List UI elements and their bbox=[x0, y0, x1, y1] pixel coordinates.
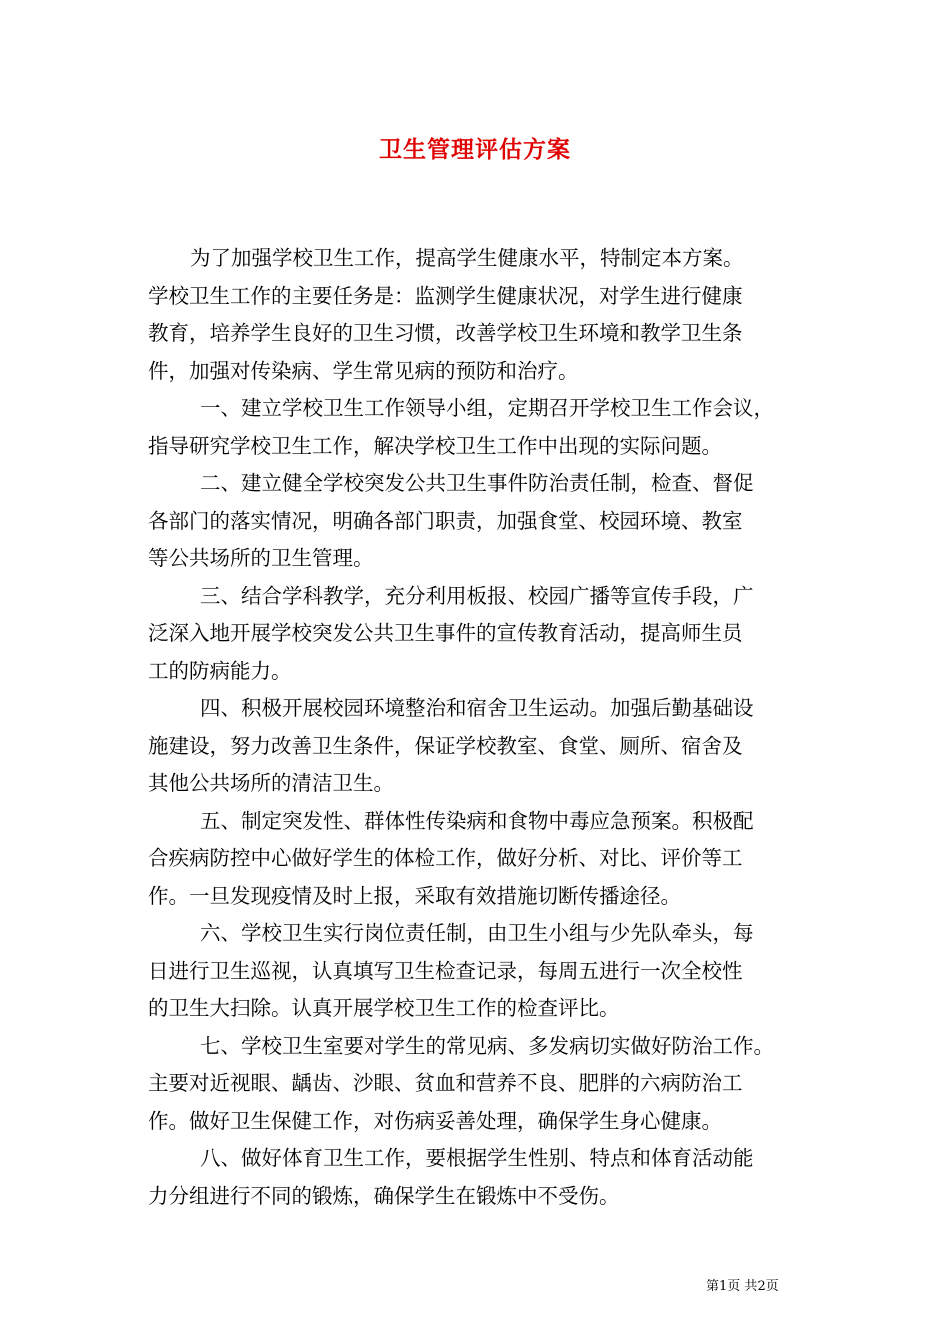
paragraph-line: 泛深入地开展学校突发公共卫生事件的宣传教育活动，提高师生员 bbox=[148, 621, 743, 645]
paragraph-line: 为了加强学校卫生工作，提高学生健康水平，特制定本方案。 bbox=[190, 246, 744, 270]
paragraph-line: 一、建立学校卫生工作领导小组，定期召开学校卫生工作会议， bbox=[200, 396, 774, 420]
paragraph-line: 学校卫生工作的主要任务是：监测学生健康状况，对学生进行健康 bbox=[148, 283, 743, 308]
page-mid: 页 共 bbox=[727, 1279, 758, 1294]
paragraph-line: 七、学校卫生室要对学生的常见病、多发病切实做好防治工作。 bbox=[200, 1033, 774, 1058]
paragraph-line: 的卫生大扫除。认真开展学校卫生工作的检查评比。 bbox=[148, 996, 620, 1020]
document-title: 卫生管理评估方案 bbox=[379, 136, 571, 163]
paragraph-line: 四、积极开展校园环境整治和宿舍卫生运动。加强后勤基础设 bbox=[200, 696, 754, 720]
paragraph-line: 各部门的落实情况，明确各部门职责，加强食堂、校园环境、教室 bbox=[148, 508, 743, 533]
paragraph-line: 二、建立健全学校突发公共卫生事件防治责任制，检查、督促 bbox=[200, 471, 754, 495]
paragraph-line: 作。做好卫生保健工作，对伤病妥善处理，确保学生身心健康。 bbox=[148, 1108, 722, 1133]
paragraph-line: 八、做好体育卫生工作，要根据学生性别、特点和体育活动能 bbox=[200, 1146, 754, 1170]
page-total: 2 bbox=[757, 1279, 766, 1294]
paragraph-line: 主要对近视眼、龋齿、沙眼、贫血和营养不良、肥胖的六病防治工 bbox=[148, 1071, 743, 1095]
paragraph-line: 力分组进行不同的锻炼，确保学生在锻炼中不受伤。 bbox=[148, 1183, 620, 1208]
page-prefix: 第 bbox=[706, 1279, 720, 1294]
paragraph-line: 合疾病防控中心做好学生的体检工作，做好分析、对比、评价等工 bbox=[148, 846, 743, 870]
paragraph-line: 六、学校卫生实行岗位责任制，由卫生小组与少先队牵头，每 bbox=[200, 921, 754, 945]
paragraph-line: 其他公共场所的清洁卫生。 bbox=[148, 771, 394, 795]
page-suffix: 页 bbox=[765, 1279, 779, 1294]
paragraph-line: 工的防病能力。 bbox=[148, 658, 292, 683]
paragraph-line: 件，加强对传染病、学生常见病的预防和治疗。 bbox=[148, 358, 579, 383]
document-body bbox=[148, 240, 838, 1215]
paragraph-line: 三、结合学科教学，充分利用板报、校园广播等宣传手段，广 bbox=[200, 583, 754, 608]
paragraph-line: 指导研究学校卫生工作，解决学校卫生工作中出现的实际问题。 bbox=[148, 433, 722, 458]
paragraph-line: 等公共场所的卫生管理。 bbox=[148, 546, 374, 570]
paragraph-line: 作。一旦发现疫情及时上报，采取有效措施切断传播途径。 bbox=[148, 883, 681, 908]
paragraph-line: 施建设，努力改善卫生条件，保证学校教室、食堂、厕所、宿舍及 bbox=[148, 733, 743, 758]
page-current: 1 bbox=[719, 1279, 728, 1294]
paragraph-line: 五、制定突发性、群体性传染病和食物中毒应急预案。积极配 bbox=[200, 808, 754, 833]
paragraph-line: 教育，培养学生良好的卫生习惯，改善学校卫生环境和教学卫生条 bbox=[148, 321, 743, 345]
paragraph-line: 日进行卫生巡视，认真填写卫生检查记录，每周五进行一次全校性 bbox=[148, 958, 743, 983]
page-number-footer bbox=[706, 1275, 779, 1294]
